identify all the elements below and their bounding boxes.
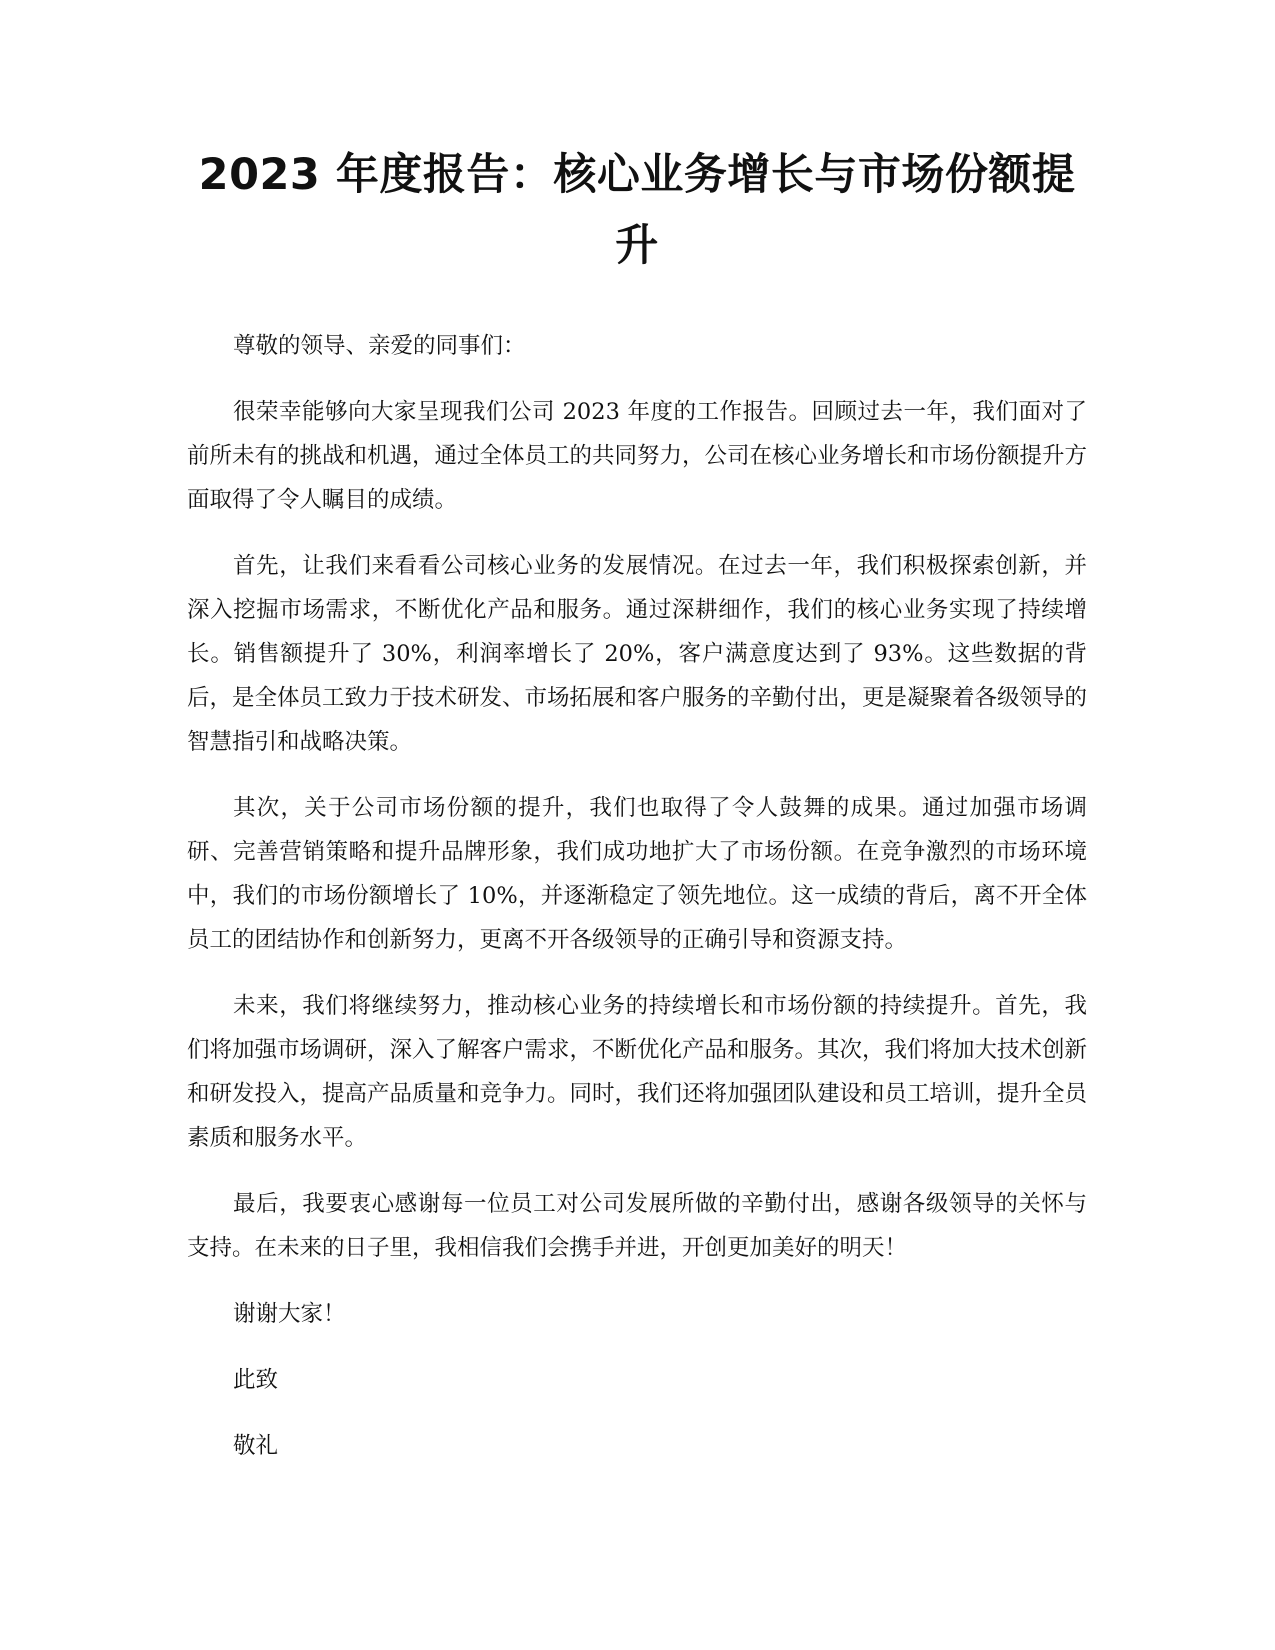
- document-page: [187, 140, 1087, 1468]
- document-title: 2023 年度报告：核心业务增长与市场份额提升: [198, 150, 1076, 271]
- paragraph-intro: 很荣幸能够向大家呈现我们公司 2023 年度的工作报告。回顾过去一年，我们面对了前所未有的挑战和机遇，通过全体员工的共同努力，公司在核心业务增长和市场份额提升方面取得了令人瞩目的成绩。: [187, 399, 1088, 513]
- paragraph-core-business: 首先，让我们来看看公司核心业务的发展情况。在过去一年，我们积极探索创新，并深入挖掘市场需求，不断优化产品和服务。通过深耕细作，我们的核心业务实现了持续增长。销售额提升了 30%，利润率增长了 20%，客户满意度达到了 93%。这些数据的背后，是全体员工致力于技术研发、市场拓展和客户服务的辛勤付出，更是凝聚着各级领导的智慧指引和战略决策。: [187, 553, 1088, 755]
- greeting: 尊敬的领导、亲爱的同事们：: [233, 333, 526, 359]
- closing-salutation: 此致: [233, 1367, 279, 1393]
- paragraph-thanks: 最后，我要衷心感谢每一位员工对公司发展所做的辛勤付出，感谢各级领导的关怀与支持。在未来的日子里，我相信我们会携手并进，开创更加美好的明天！: [187, 1191, 1087, 1261]
- paragraph-market-share: 其次，关于公司市场份额的提升，我们也取得了令人鼓舞的成果。通过加强市场调研、完善营销策略和提升品牌形象，我们成功地扩大了市场份额。在竞争激烈的市场环境中，我们的市场份额增长了 10%，并逐渐稳定了领先地位。这一成绩的背后，离不开全体员工的团结协作和创新努力，更离不开各级领导的正确引导和资源支持。: [187, 795, 1087, 953]
- closing-regards: 敬礼: [233, 1433, 279, 1459]
- paragraph-future: 未来，我们将继续努力，推动核心业务的持续增长和市场份额的持续提升。首先，我们将加强市场调研，深入了解客户需求，不断优化产品和服务。其次，我们将加大技术创新和研发投入，提高产品质量和竞争力。同时，我们还将加强团队建设和员工培训，提升全员素质和服务水平。: [187, 993, 1088, 1151]
- thanks-line: 谢谢大家！: [233, 1301, 346, 1327]
